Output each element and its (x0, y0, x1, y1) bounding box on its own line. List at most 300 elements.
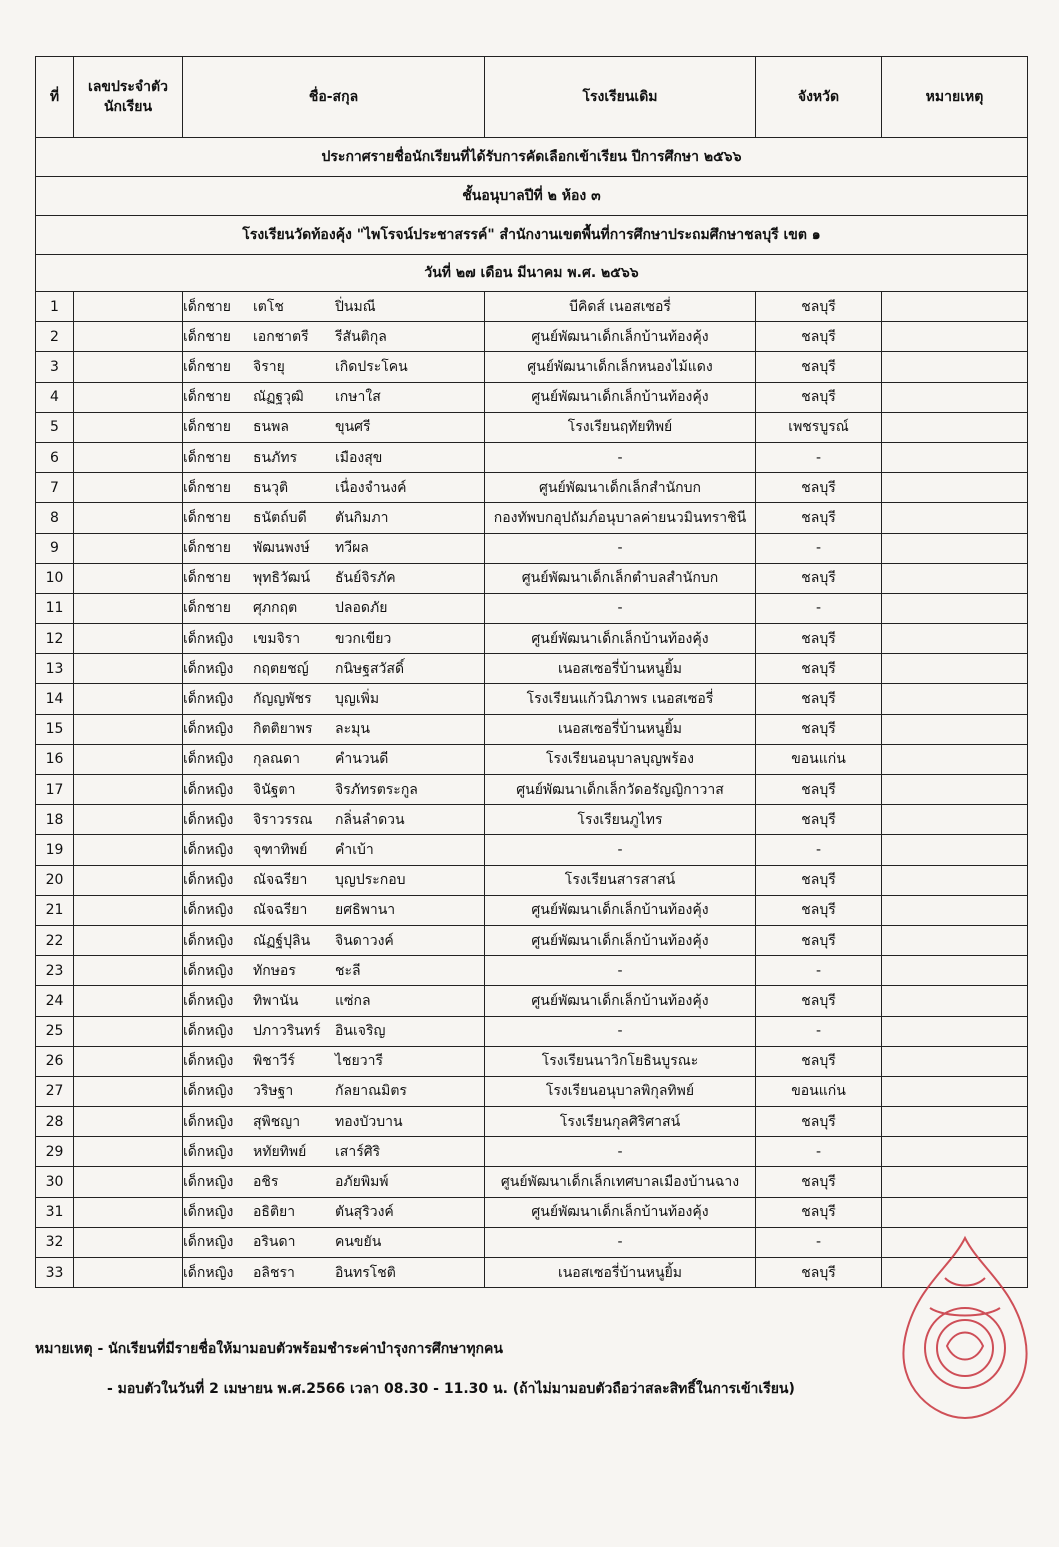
student-name-cell (183, 1258, 485, 1288)
remark-cell (882, 533, 1028, 563)
row-number: 28 (36, 1107, 74, 1137)
previous-school-cell: โรงเรียนกุลศิริศาสน์ (485, 1107, 756, 1137)
province-cell: ขอนแก่น (756, 1076, 882, 1106)
student-id-cell (74, 503, 183, 533)
row-number: 21 (36, 895, 74, 925)
previous-school-cell: - (485, 956, 756, 986)
last-name: อภัยพิมพ์ (335, 1174, 389, 1191)
previous-school-cell: ศูนย์พัฒนาเด็กเล็กบ้านท้องคุ้ง (485, 1197, 756, 1227)
province-cell: ชลบุรี (756, 322, 882, 352)
student-id-cell (74, 865, 183, 895)
student-name-cell (183, 412, 485, 442)
province-cell: ชลบุรี (756, 503, 882, 533)
first-name: อลิชรา (253, 1264, 295, 1281)
last-name: อินทรโชติ (335, 1264, 396, 1281)
row-number: 1 (36, 292, 74, 322)
student-name-cell (183, 1167, 485, 1197)
student-id-cell (74, 352, 183, 382)
student-name-cell (183, 1227, 485, 1257)
student-id-cell (74, 684, 183, 714)
student-name-cell (183, 352, 485, 382)
previous-school-cell: ศูนย์พัฒนาเด็กเล็กบ้านท้องคุ้ง (485, 382, 756, 412)
province-cell: ชลบุรี (756, 1046, 882, 1076)
table-row (36, 292, 1028, 322)
province-cell: ชลบุรี (756, 654, 882, 684)
row-number: 2 (36, 322, 74, 352)
last-name: เนื่องจำนงค์ (335, 479, 407, 496)
previous-school-cell: ศูนย์พัฒนาเด็กเล็กบ้านท้องคุ้ง (485, 624, 756, 654)
name-prefix: เด็กชาย (183, 328, 231, 345)
row-number: 15 (36, 714, 74, 744)
previous-school-cell: - (485, 593, 756, 623)
student-id-cell (74, 744, 183, 774)
row-number: 22 (36, 925, 74, 955)
student-id-cell (74, 775, 183, 805)
last-name: ไชยวารี (335, 1053, 383, 1070)
student-name-cell (183, 865, 485, 895)
student-id-cell (74, 412, 183, 442)
last-name: ชะลี (335, 962, 361, 979)
student-id-cell (74, 714, 183, 744)
row-number: 12 (36, 624, 74, 654)
last-name: เกษาใส (335, 389, 381, 406)
first-name: กิตติยาพร (253, 721, 313, 738)
student-id-cell (74, 473, 183, 503)
remark-cell (882, 1046, 1028, 1076)
previous-school-cell: เนอสเซอรี่บ้านหนูยิ้ม (485, 1258, 756, 1288)
province-cell: - (756, 593, 882, 623)
table-row (36, 563, 1028, 593)
remark-cell (882, 744, 1028, 774)
col-header-id: เลขประจำตัว นักเรียน (74, 57, 183, 138)
col-header-remark: หมายเหตุ (882, 57, 1028, 138)
last-name: ตันสุริวงค์ (335, 1204, 394, 1221)
student-name-cell (183, 805, 485, 835)
note-line-2: - มอบตัวในวันที่ 2 เมษายน พ.ศ.2566 เวลา 08.30 - 11.30 น. (ถ้าไม่มามอบตัวถือว่าสละสิทธิ์ในการเข้าเรียน) (107, 1381, 795, 1397)
table-row (36, 352, 1028, 382)
first-name: กฤตยชญ์ (253, 660, 309, 677)
remark-cell (882, 442, 1028, 472)
student-name-cell (183, 1197, 485, 1227)
previous-school-cell: - (485, 533, 756, 563)
last-name: ขวกเขียว (335, 630, 392, 647)
first-name: ธนวุติ (253, 479, 289, 496)
remark-cell (882, 412, 1028, 442)
previous-school-cell: บีคิดส์ เนอสเซอรี่ (485, 292, 756, 322)
row-number: 8 (36, 503, 74, 533)
student-name-cell (183, 684, 485, 714)
province-cell: ชลบุรี (756, 1197, 882, 1227)
previous-school-cell: ศูนย์พัฒนาเด็กเล็กหนองไม้แดง (485, 352, 756, 382)
remark-cell (882, 895, 1028, 925)
name-prefix: เด็กหญิง (183, 1053, 234, 1070)
remark-cell (882, 956, 1028, 986)
row-number: 33 (36, 1258, 74, 1288)
previous-school-cell: โรงเรียนอนุบาลบุญพร้อง (485, 744, 756, 774)
name-prefix: เด็กชาย (183, 358, 231, 375)
student-id-cell (74, 322, 183, 352)
table-row (36, 1107, 1028, 1137)
last-name: ขุนศรี (335, 419, 371, 436)
remark-cell (882, 1197, 1028, 1227)
table-row (36, 1227, 1028, 1257)
first-name: เอกชาตรี (253, 328, 309, 345)
name-prefix: เด็กชาย (183, 449, 231, 466)
previous-school-cell: - (485, 835, 756, 865)
student-id-cell (74, 292, 183, 322)
student-name-cell (183, 1016, 485, 1046)
table-row (36, 322, 1028, 352)
previous-school-cell: ศูนย์พัฒนาเด็กเล็กตำบลสำนักบก (485, 563, 756, 593)
first-name: ศุภกฤต (253, 600, 298, 617)
province-cell: - (756, 1137, 882, 1167)
remark-cell (882, 1016, 1028, 1046)
table-row (36, 684, 1028, 714)
first-name: พิชาวีร์ (253, 1053, 295, 1070)
first-name: ธนัตถ์บดี (253, 509, 307, 526)
remark-cell (882, 1076, 1028, 1106)
student-name-cell (183, 835, 485, 865)
student-name-cell (183, 1046, 485, 1076)
student-roster-table (35, 56, 1028, 1288)
previous-school-cell: ศูนย์พัฒนาเด็กเล็กสำนักบก (485, 473, 756, 503)
student-name-cell (183, 714, 485, 744)
first-name: ทิพานัน (253, 992, 299, 1009)
table-row (36, 805, 1028, 835)
province-cell: - (756, 442, 882, 472)
row-number: 3 (36, 352, 74, 382)
province-cell: ชลบุรี (756, 684, 882, 714)
row-number: 10 (36, 563, 74, 593)
student-id-cell (74, 382, 183, 412)
row-number: 19 (36, 835, 74, 865)
student-id-cell (74, 1197, 183, 1227)
col-header-prev-school: โรงเรียนเดิม (485, 57, 756, 138)
student-name-cell (183, 654, 485, 684)
remark-cell (882, 1107, 1028, 1137)
previous-school-cell: ศูนย์พัฒนาเด็กเล็กบ้านท้องคุ้ง (485, 925, 756, 955)
table-row (36, 593, 1028, 623)
row-number: 9 (36, 533, 74, 563)
remark-cell (882, 684, 1028, 714)
name-prefix: เด็กหญิง (183, 781, 234, 798)
row-number: 16 (36, 744, 74, 774)
student-name-cell (183, 956, 485, 986)
student-name-cell (183, 442, 485, 472)
table-row (36, 533, 1028, 563)
first-name: ธนพล (253, 419, 289, 436)
student-name-cell (183, 382, 485, 412)
last-name: คำเบ้า (335, 841, 374, 858)
first-name: อรินดา (253, 1234, 296, 1251)
student-id-cell (74, 956, 183, 986)
student-id-cell (74, 563, 183, 593)
student-id-cell (74, 1046, 183, 1076)
remark-cell (882, 292, 1028, 322)
last-name: ปิ่นมณี (335, 298, 376, 315)
row-number: 6 (36, 442, 74, 472)
name-prefix: เด็กหญิง (183, 721, 234, 738)
row-number: 23 (36, 956, 74, 986)
table-row (36, 1167, 1028, 1197)
last-name: บุญเพิ่ม (335, 691, 380, 708)
last-name: คำนวนดี (335, 751, 389, 768)
last-name: กนิษฐสวัสดิ์ (335, 660, 405, 677)
student-name-cell (183, 533, 485, 563)
last-name: ยศธิพานา (335, 902, 396, 919)
row-number: 25 (36, 1016, 74, 1046)
student-id-cell (74, 593, 183, 623)
first-name: ณัฏฐ์ปุลิน (253, 932, 311, 949)
last-name: บุญประกอบ (335, 872, 406, 889)
last-name: ทวีผล (335, 540, 369, 557)
row-number: 32 (36, 1227, 74, 1257)
name-prefix: เด็กหญิง (183, 932, 234, 949)
province-cell: ชลบุรี (756, 382, 882, 412)
student-id-cell (74, 986, 183, 1016)
row-number: 26 (36, 1046, 74, 1076)
remark-cell (882, 714, 1028, 744)
student-name-cell (183, 624, 485, 654)
remark-cell (882, 775, 1028, 805)
remark-cell (882, 322, 1028, 352)
name-prefix: เด็กหญิง (183, 841, 234, 858)
remark-cell (882, 624, 1028, 654)
table-row (36, 382, 1028, 412)
previous-school-cell: - (485, 1227, 756, 1257)
previous-school-cell: ศูนย์พัฒนาเด็กเล็กเทศบาลเมืองบ้านฉาง (485, 1167, 756, 1197)
remark-cell (882, 805, 1028, 835)
province-cell: - (756, 835, 882, 865)
name-prefix: เด็กชาย (183, 389, 231, 406)
previous-school-cell: เนอสเซอรี่บ้านหนูยิ้ม (485, 714, 756, 744)
first-name: ทักษอร (253, 962, 296, 979)
row-number: 31 (36, 1197, 74, 1227)
remark-cell (882, 654, 1028, 684)
name-prefix: เด็กหญิง (183, 630, 234, 647)
last-name: ปลอดภัย (335, 600, 388, 617)
student-name-cell (183, 473, 485, 503)
first-name: ณัฏฐวุฒิ (253, 389, 304, 406)
remark-cell (882, 593, 1028, 623)
col-header-name: ชื่อ-สกุล (183, 57, 485, 138)
province-cell: ชลบุรี (756, 805, 882, 835)
row-number: 29 (36, 1137, 74, 1167)
row-number: 5 (36, 412, 74, 442)
province-cell: ชลบุรี (756, 563, 882, 593)
name-prefix: เด็กหญิง (183, 751, 234, 768)
table-row (36, 865, 1028, 895)
first-name: เขมจิรา (253, 630, 301, 647)
last-name: คนขยัน (335, 1234, 382, 1251)
province-cell: ชลบุรี (756, 775, 882, 805)
last-name: จิรภัทรตระกูล (335, 781, 418, 798)
first-name: จุฑาทิพย์ (253, 841, 308, 858)
student-name-cell (183, 895, 485, 925)
notes-section (35, 1338, 795, 1400)
row-number: 18 (36, 805, 74, 835)
previous-school-cell: - (485, 1016, 756, 1046)
first-name: สุพิชญา (253, 1113, 301, 1130)
student-name-cell (183, 1107, 485, 1137)
announcement-title: ประกาศรายชื่อนักเรียนที่ได้รับการคัดเลือกเข้าเรียน ปีการศึกษา ๒๕๖๖ (36, 138, 1028, 177)
table-row (36, 442, 1028, 472)
first-name: เตโช (253, 298, 284, 315)
student-id-cell (74, 805, 183, 835)
last-name: แซ่กล (335, 992, 371, 1009)
remark-cell (882, 835, 1028, 865)
first-name: หทัยทิพย์ (253, 1143, 307, 1160)
table-row (36, 986, 1028, 1016)
table-row (36, 895, 1028, 925)
remark-cell (882, 503, 1028, 533)
province-cell: เพชรบูรณ์ (756, 412, 882, 442)
row-number: 7 (36, 473, 74, 503)
student-id-cell (74, 1107, 183, 1137)
student-name-cell (183, 925, 485, 955)
name-prefix: เด็กหญิง (183, 691, 234, 708)
name-prefix: เด็กหญิง (183, 811, 234, 828)
province-cell: ชลบุรี (756, 986, 882, 1016)
province-cell: - (756, 1016, 882, 1046)
student-id-cell (74, 533, 183, 563)
previous-school-cell: ศูนย์พัฒนาเด็กเล็กวัดอรัญญิกาวาส (485, 775, 756, 805)
student-id-cell (74, 1227, 183, 1257)
student-name-cell (183, 322, 485, 352)
row-number: 30 (36, 1167, 74, 1197)
previous-school-cell: โรงเรียนอนุบาลพิกุลทิพย์ (485, 1076, 756, 1106)
province-cell: ขอนแก่น (756, 744, 882, 774)
first-name: อชิร (253, 1174, 279, 1191)
province-cell: - (756, 956, 882, 986)
student-id-cell (74, 1258, 183, 1288)
first-name: อธิติยา (253, 1204, 296, 1221)
table-row (36, 1137, 1028, 1167)
date-heading: วันที่ ๒๗ เดือน มีนาคม พ.ศ. ๒๕๖๖ (36, 255, 1028, 292)
first-name: ปภาวรินทร์ (253, 1023, 321, 1040)
name-prefix: เด็กหญิง (183, 872, 234, 889)
table-row (36, 925, 1028, 955)
province-cell: ชลบุรี (756, 865, 882, 895)
first-name: พัฒนพงษ์ (253, 540, 310, 557)
last-name: กลิ่นลำดวน (335, 811, 405, 828)
previous-school-cell: กองทัพบกอุปถัมภ์อนุบาลค่ายนวมินทราชินี (485, 503, 756, 533)
row-number: 14 (36, 684, 74, 714)
table-row (36, 1076, 1028, 1106)
name-prefix: เด็กชาย (183, 419, 231, 436)
student-name-cell (183, 1076, 485, 1106)
name-prefix: เด็กชาย (183, 509, 231, 526)
last-name: เสาร์ศิริ (335, 1143, 381, 1160)
last-name: กัลยาณมิตร (335, 1083, 407, 1100)
first-name: กุลณดา (253, 751, 300, 768)
name-prefix: เด็กหญิง (183, 1143, 234, 1160)
remark-cell (882, 865, 1028, 895)
student-name-cell (183, 593, 485, 623)
col-header-province: จังหวัด (756, 57, 882, 138)
student-id-cell (74, 835, 183, 865)
table-row (36, 1258, 1028, 1288)
last-name: เมืองสุข (335, 449, 383, 466)
col-header-no: ที่ (36, 57, 74, 138)
province-cell: - (756, 1227, 882, 1257)
row-number: 4 (36, 382, 74, 412)
student-id-cell (74, 895, 183, 925)
table-row (36, 835, 1028, 865)
province-cell: ชลบุรี (756, 714, 882, 744)
name-prefix: เด็กหญิง (183, 1204, 234, 1221)
student-name-cell (183, 292, 485, 322)
table-row (36, 744, 1028, 774)
last-name: ธันย์จิรภัค (335, 570, 396, 587)
name-prefix: เด็กชาย (183, 600, 231, 617)
row-number: 27 (36, 1076, 74, 1106)
first-name: วริษฐา (253, 1083, 294, 1100)
remark-cell (882, 1167, 1028, 1197)
previous-school-cell: โรงเรียนสารสาสน์ (485, 865, 756, 895)
name-prefix: เด็กชาย (183, 540, 231, 557)
student-id-cell (74, 925, 183, 955)
table-row (36, 654, 1028, 684)
province-cell: ชลบุรี (756, 1167, 882, 1197)
name-prefix: เด็กหญิง (183, 1023, 234, 1040)
name-prefix: เด็กหญิง (183, 902, 234, 919)
province-cell: ชลบุรี (756, 292, 882, 322)
student-id-cell (74, 1137, 183, 1167)
remark-cell (882, 352, 1028, 382)
previous-school-cell: โรงเรียนนาวิกโยธินบูรณะ (485, 1046, 756, 1076)
previous-school-cell: ศูนย์พัฒนาเด็กเล็กบ้านท้องคุ้ง (485, 322, 756, 352)
name-prefix: เด็กหญิง (183, 660, 234, 677)
school-seal-stamp (885, 1228, 1045, 1448)
remark-cell (882, 563, 1028, 593)
last-name: อินเจริญ (335, 1023, 386, 1040)
province-cell: ชลบุรี (756, 1258, 882, 1288)
province-cell: ชลบุรี (756, 1107, 882, 1137)
student-id-cell (74, 442, 183, 472)
table-row (36, 956, 1028, 986)
last-name: รีสันติกุล (335, 328, 387, 345)
previous-school-cell: - (485, 442, 756, 472)
name-prefix: เด็กชาย (183, 298, 231, 315)
previous-school-cell: - (485, 1137, 756, 1167)
name-prefix: เด็กหญิง (183, 992, 234, 1009)
province-cell: - (756, 533, 882, 563)
previous-school-cell: เนอสเซอรี่บ้านหนูยิ้ม (485, 654, 756, 684)
previous-school-cell: ศูนย์พัฒนาเด็กเล็กบ้านท้องคุ้ง (485, 895, 756, 925)
name-prefix: เด็กหญิง (183, 1113, 234, 1130)
name-prefix: เด็กหญิง (183, 1083, 234, 1100)
row-number: 20 (36, 865, 74, 895)
last-name: จินดาวงค์ (335, 932, 394, 949)
first-name: พุทธิวัฒน์ (253, 570, 311, 587)
student-name-cell (183, 775, 485, 805)
row-number: 24 (36, 986, 74, 1016)
province-cell: ชลบุรี (756, 895, 882, 925)
remark-cell (882, 382, 1028, 412)
previous-school-cell: โรงเรียนฤทัยทิพย์ (485, 412, 756, 442)
student-id-cell (74, 1076, 183, 1106)
student-name-cell (183, 744, 485, 774)
table-row (36, 412, 1028, 442)
previous-school-cell: โรงเรียนภูไทร (485, 805, 756, 835)
student-name-cell (183, 563, 485, 593)
remark-cell (882, 925, 1028, 955)
table-row (36, 714, 1028, 744)
last-name: เกิดประโคน (335, 358, 408, 375)
first-name: จิราวรรณ (253, 811, 313, 828)
class-heading: ชั้นอนุบาลปีที่ ๒ ห้อง ๓ (36, 177, 1028, 216)
